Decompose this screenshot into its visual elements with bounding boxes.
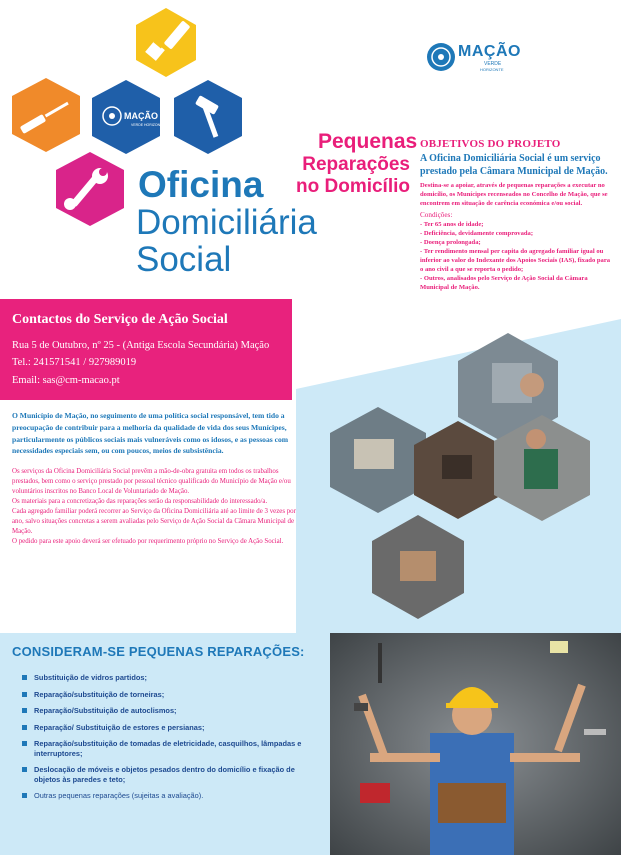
condition-item: - Ter rendimento mensal per capita do agregado familiar igual ou inferior ao valor do Indexante dos Apoios Sociais (IAS), fixado para o ano civil a que se reporta o pedido; (420, 248, 611, 273)
contacts-email[interactable]: Email: sas@cm-macao.pt (12, 375, 120, 386)
macao-logo (424, 40, 524, 80)
hammer-tool-icon (354, 703, 368, 711)
contacts-phone[interactable]: Tel.: 241571541 / 927989019 (12, 357, 137, 368)
title-reparacoes: Reparações (302, 154, 410, 175)
photo-hexagons (296, 299, 621, 633)
bullet-icon (22, 767, 27, 772)
contacts-address: Rua 5 de Outubro, nº 25 - (Antiga Escola Secundária) Mação (12, 340, 270, 351)
title-social: Social (136, 240, 232, 279)
bullet-icon (22, 692, 27, 697)
list-item: Reparação/substituição de tomadas de eletricidade, casquilhos, lâmpadas e interruptores; (22, 739, 312, 758)
conditions-label: Condições: (420, 211, 453, 219)
bullet-icon (22, 725, 27, 730)
screwdriver-tool-icon (378, 643, 382, 683)
objectives-heading: OBJETIVOS DO PROJETO (420, 138, 561, 150)
list-item: Outras pequenas reparações (sujeitas a avaliação). (22, 791, 312, 801)
drill-icon (360, 783, 390, 803)
condition-item: - Ter 65 anos de idade; (420, 221, 484, 228)
list-item: Deslocação de móveis e objetos pesados dentro do domicílio e fixação de objetos às paredes e teto; (22, 765, 312, 784)
condition-item: - Deficiência, devidamente comprovada; (420, 230, 534, 237)
bullet-icon (22, 741, 27, 746)
title-domiciliaria: Domiciliária (136, 203, 317, 242)
objectives-section (420, 138, 612, 292)
wrench-tool-icon (584, 729, 606, 735)
title-pequenas: Pequenas (318, 130, 418, 153)
title-oficina: Oficina (138, 164, 264, 205)
logo-flower-icon (426, 42, 456, 72)
list-item: Substituição de vidros partidos; (22, 673, 312, 683)
repairs-list (22, 673, 312, 808)
contacts-heading: Contactos do Serviço de Ação Social (12, 312, 228, 327)
logo-sub1: VERDE (484, 61, 502, 67)
bullet-icon (22, 675, 27, 680)
title-no-domicilio: no Domicílio (296, 176, 410, 197)
bullet-icon (22, 793, 27, 798)
list-item: Reparação/substituição de torneiras; (22, 690, 312, 700)
contacts-box (0, 299, 292, 400)
bullet-icon (22, 708, 27, 713)
logo-sub2: HORIZONTE (480, 67, 504, 72)
title-domiciliaria-social (136, 204, 317, 278)
objectives-para: Destina-se a apoiar, através de pequenas reparações a executar no domicílio, os Munícipes recenseados no Concelho de Mação, que se encontrem em situação de carência económica e/ou social. (420, 182, 608, 207)
list-item: Reparação/Substituição de autoclismos; (22, 706, 312, 716)
repairs-heading: CONSIDERAM-SE PEQUENAS REPARAÇÕES: (12, 644, 305, 659)
intro-section (12, 410, 297, 547)
hex-logo-text: MAÇÃO (124, 111, 158, 121)
paint-roller-icon (550, 641, 568, 653)
details-paragraph: O pedido para este apoio deverá ser efetuado por requerimento próprio no Serviço de Ação Social. (12, 538, 284, 546)
list-item: Reparação/ Substituição de estores e persianas; (22, 723, 312, 733)
svg-text:VERDE HORIZONTE: VERDE HORIZONTE (131, 123, 165, 127)
details-paragraph: Cada agregado familiar poderá recorrer ao Serviço da Oficina Domiciliária até ao limite de 3 vezes por ano, salvo situações concretas a serem avaliadas pelo Serviço de Ação Social da Câmara Municipal de Mação. (12, 508, 296, 536)
worker-image (330, 633, 621, 855)
condition-item: - Doença prolongada; (420, 239, 481, 246)
logo-name: MAÇÃO (458, 43, 521, 60)
details-paragraph: Os materiais para a concretização das reparações serão da responsabilidade do interessado/a. (12, 498, 268, 506)
intro-paragraph: O Município de Mação, no seguimento de uma política social responsável, tem tido a preocupação de contribuir para a melhoria da qualidade de vida dos seus Munícipes, particularmente os públicos sociais mais vulneráveis como os idosos, e as pessoas com necessidades especiais sem, ou com poucos, meios de subsistência. (12, 411, 289, 456)
objectives-lead: A Oficina Domiciliária Social é um serviço prestado pela Câmara Municipal de Mação. (420, 153, 608, 177)
details-paragraph: Os serviços da Oficina Domiciliária Social prevêm a mão-de-obra gratuita em todos os trabalhos prestados, bem como o serviço prestado por pessoal técnico qualificado do Município de Mação e/ou voluntários inscritos no Banco Local de Voluntariado de Mação. (12, 468, 291, 496)
condition-item: - Outros, analisados pelo Serviço de Ação Social da Câmara Municipal de Mação. (420, 275, 588, 291)
